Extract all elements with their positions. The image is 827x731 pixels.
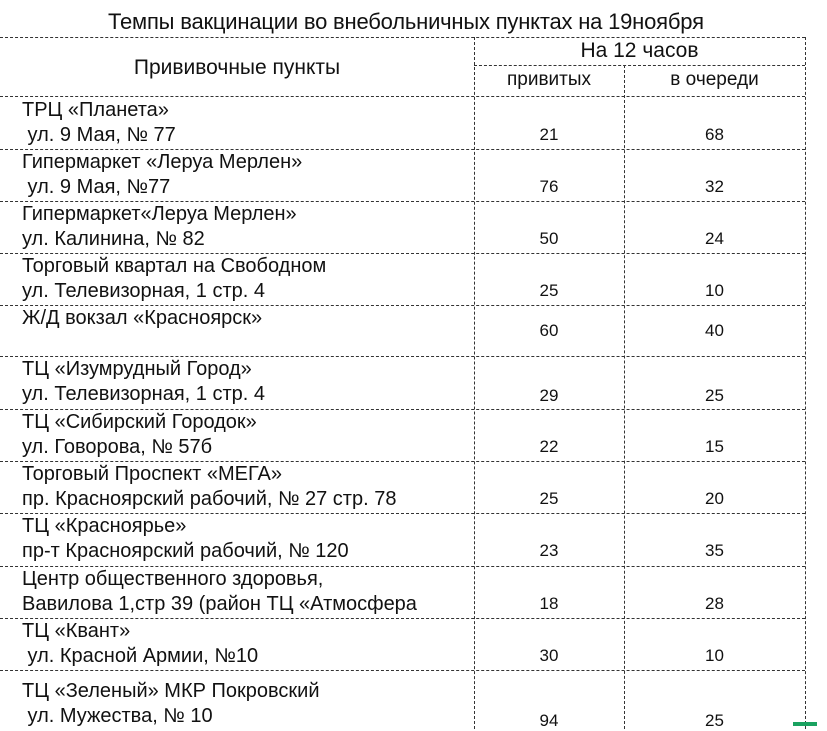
point-cell [22,567,474,617]
queue-count: 32 [705,177,724,196]
point-cell [22,357,474,407]
table-row [0,356,805,409]
table-row [0,566,805,618]
column-divider-right [805,37,806,729]
table-title: Темпы вакцинации во внебольничных пунктах на 19ноября [108,9,704,34]
point-address: ул. Мужества, № 10 [22,705,213,727]
table-row [0,618,805,670]
table-row [0,409,805,461]
point-name: Центр общественного здоровья, [22,568,324,590]
header-points: Прививочные пункты [133,56,341,79]
table-row [0,305,805,357]
point-name: Гипермаркет «Леруа Мерлен» [22,151,303,173]
queue-count: 24 [705,229,724,248]
point-name: ТРЦ «Планета» [22,99,169,121]
point-name: Торговый квартал на Свободном [22,255,327,277]
point-name: Гипермаркет«Леруа Мерлен» [22,203,297,225]
point-cell [22,150,474,200]
vaccinated-count: 25 [539,281,559,300]
vaccinated-count: 50 [539,229,559,248]
point-address: ул. Говорова, № 57б [22,436,213,458]
point-cell [22,202,474,252]
point-cell [22,514,474,564]
table-row [0,253,805,305]
table-row [0,149,805,201]
point-name: Торговый Проспект «МЕГА» [22,463,282,485]
vaccinated-count: 18 [539,594,559,613]
row-divider [0,670,805,671]
table-row [0,513,805,566]
vaccinated-count: 23 [539,541,559,560]
vaccinated-count: 29 [539,386,559,405]
table-row [0,201,805,253]
point-cell [22,306,474,331]
vaccinated-count: 25 [539,489,559,508]
point-address: ул. Красной Армии, №10 [22,645,259,667]
queue-count: 25 [705,711,724,730]
queue-count: 10 [705,281,724,300]
point-cell [22,462,474,512]
queue-count: 68 [705,125,724,144]
point-address: ул. Телевизорная, 1 стр. 4 [22,383,265,405]
point-address: пр-т Красноярский рабочий, № 120 [22,540,349,562]
point-cell [22,98,474,148]
vaccinated-count: 30 [539,646,559,665]
vaccinated-count: 22 [539,437,559,456]
point-cell [22,410,474,460]
point-name: Ж/Д вокзал «Красноярск» [22,307,263,329]
vaccinated-count: 76 [539,177,559,196]
point-address: ул. Калинина, № 82 [22,228,205,250]
queue-count: 15 [705,437,724,456]
vaccinated-count: 60 [539,321,559,340]
point-cell [22,619,474,669]
point-address: ул. Телевизорная, 1 стр. 4 [22,280,265,302]
point-cell [22,679,474,729]
header-queue: в очереди [670,69,759,90]
point-address: пр. Красноярский рабочий, № 27 стр. 78 [22,488,397,510]
point-address: Вавилова 1,стр 39 (район ТЦ «Атмосфера [22,593,417,615]
point-name: ТЦ «Квант» [22,620,131,642]
queue-count: 25 [705,386,724,405]
table-row [0,461,805,513]
table-row [0,678,805,729]
vaccinated-count: 94 [539,711,559,730]
point-name: ТЦ «Сибирский Городок» [22,411,257,433]
table-row [0,97,805,149]
vaccinated-count: 21 [539,125,559,144]
queue-count: 40 [705,321,724,340]
selection-handle[interactable] [793,722,817,726]
point-address: ул. 9 Мая, №77 [22,176,171,198]
point-name: ТЦ «Изумрудный Город» [22,358,252,380]
point-address: ул. 9 Мая, № 77 [22,124,176,146]
queue-count: 35 [705,541,724,560]
queue-count: 20 [705,489,724,508]
header-vaccinated: привитых [506,69,592,90]
queue-count: 10 [705,646,724,665]
header-time: На 12 часов [580,39,699,62]
point-cell [22,254,474,304]
queue-count: 28 [705,594,724,613]
point-name: ТЦ «Зеленый» МКР Покровский [22,680,320,702]
point-name: ТЦ «Красноярье» [22,515,187,537]
